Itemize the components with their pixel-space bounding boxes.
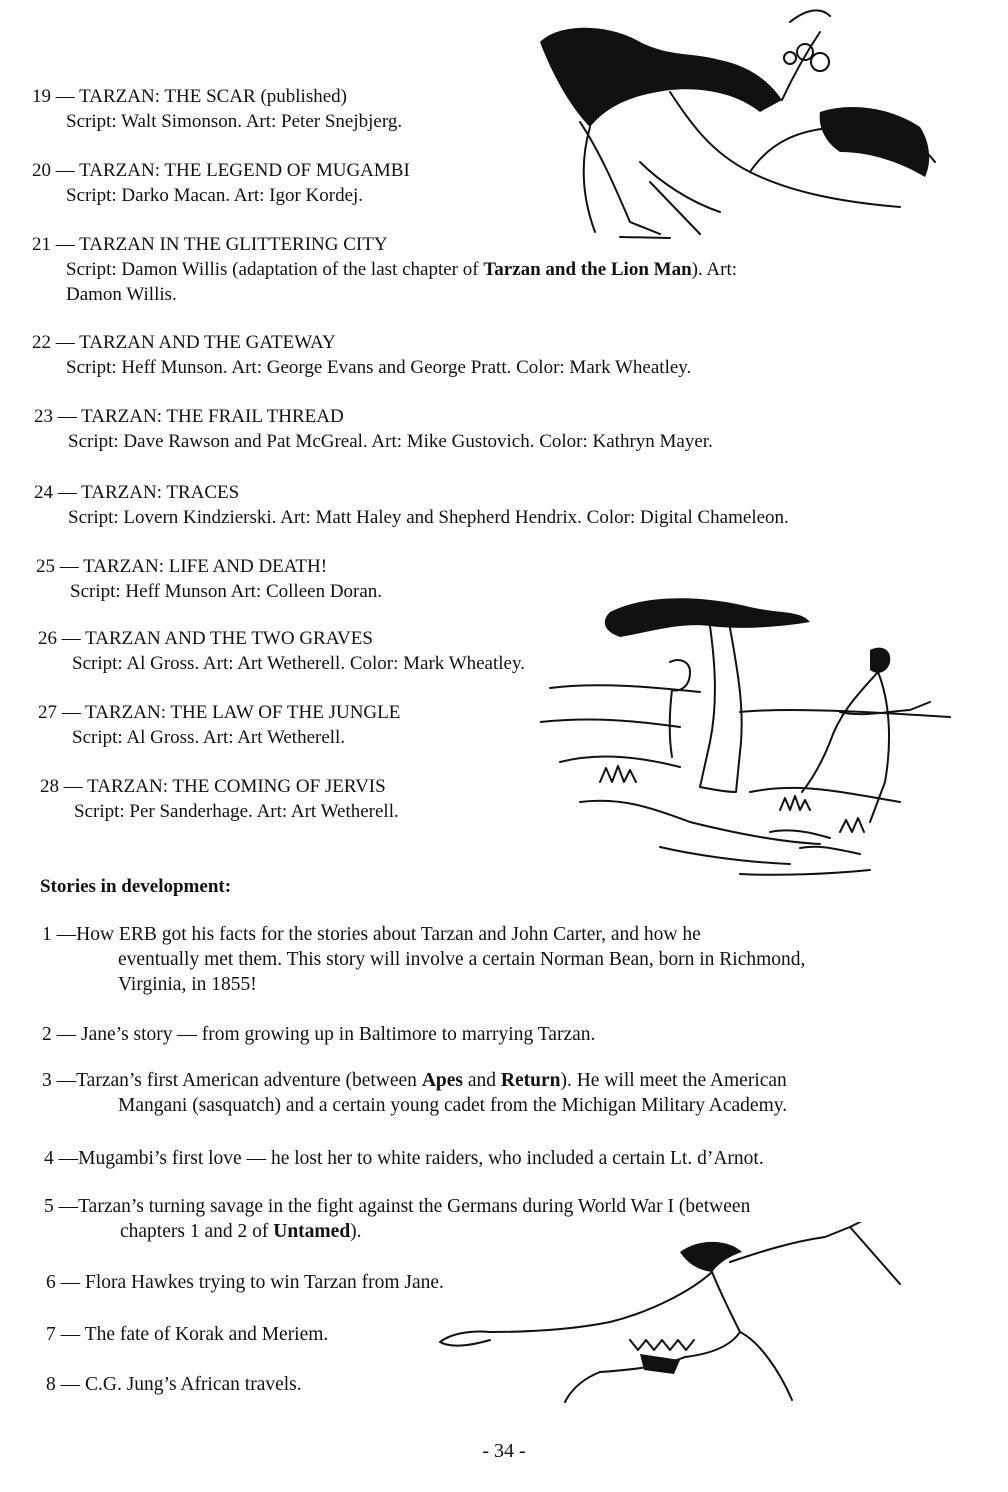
dev-number: 7 (46, 1324, 56, 1345)
dev-number: 8 (46, 1374, 56, 1395)
entry-number: 23 (34, 406, 53, 427)
book-title: Return (500, 1070, 561, 1091)
story-entry-27: 27 — TARZAN: THE LAW OF THE JUNGLE Script: Al Gross. Art: Art Wetherell. (38, 702, 401, 748)
entry-credits-continued: Damon Willis. (66, 284, 177, 305)
entry-number: 24 (34, 482, 53, 503)
entry-credits: Script: Darko Macan. Art: Igor Kordej. (66, 185, 364, 206)
dev-item-5: 5 —Tarzan’s turning savage in the fight against the Germans during World War I (between chapters 1 and 2 of Untamed). (44, 1196, 751, 1242)
dev-item-8: 8 — C.G. Jung’s African travels. (46, 1374, 302, 1395)
entry-title: TARZAN AND THE TWO GRAVES (85, 628, 373, 649)
book-title: Untamed (273, 1221, 351, 1242)
entry-number: 22 (32, 332, 51, 353)
story-entry-23: 23 — TARZAN: THE FRAIL THREAD Script: Dave Rawson and Pat McGreal. Art: Mike Gustovich. Color: Kathryn Mayer. (34, 406, 713, 452)
dev-item-2: 2 — Jane’s story — from growing up in Baltimore to marrying Tarzan. (42, 1024, 596, 1045)
story-entry-24: 24 — TARZAN: TRACES Script: Lovern Kindzierski. Art: Matt Haley and Shepherd Hendrix. Color: Digital Chameleon. (34, 482, 789, 528)
entry-number: 20 (32, 160, 51, 181)
story-entry-28: 28 — TARZAN: THE COMING OF JERVIS Script: Per Sanderhage. Art: Art Wetherell. (40, 776, 399, 822)
story-entry-25: 25 — TARZAN: LIFE AND DEATH! Script: Heff Munson Art: Colleen Doran. (36, 556, 383, 602)
dev-number: 1 (42, 924, 52, 945)
story-entry-22: 22 — TARZAN AND THE GATEWAY Script: Heff Munson. Art: George Evans and George Pratt. Color: Mark Wheatley. (32, 332, 692, 378)
story-entry-20: 20 — TARZAN: THE LEGEND OF MUGAMBI Script: Darko Macan. Art: Igor Kordej. (32, 160, 410, 206)
dev-item-6: 6 — Flora Hawkes trying to win Tarzan from Jane. (46, 1272, 444, 1293)
dev-item-4: 4 —Mugambi’s first love — he lost her to white raiders, who included a certain Lt. d’Arnot. (44, 1148, 764, 1169)
book-title: Tarzan and the Lion Man (483, 259, 692, 280)
dev-number: 4 (44, 1148, 54, 1169)
entry-title: TARZAN IN THE GLITTERING CITY (79, 234, 388, 255)
dev-number: 5 (44, 1196, 54, 1217)
entry-title: TARZAN: THE LEGEND OF MUGAMBI (79, 160, 410, 181)
entry-credits: Script: Damon Willis (adaptation of the last chapter of Tarzan and the Lion Man). Art: (66, 259, 738, 280)
dev-item-7: 7 — The fate of Korak and Meriem. (46, 1324, 329, 1345)
entry-title: TARZAN: TRACES (81, 482, 240, 503)
entry-number: 27 (38, 702, 57, 723)
entry-credits: Script: Heff Munson. Art: George Evans and George Pratt. Color: Mark Wheatley. (66, 357, 692, 378)
entry-credits: Script: Dave Rawson and Pat McGreal. Art: Mike Gustovich. Color: Kathryn Mayer. (68, 431, 713, 452)
dev-number: 6 (46, 1272, 56, 1293)
entry-title: TARZAN: THE COMING OF JERVIS (87, 776, 386, 797)
story-entry-21: 21 — TARZAN IN THE GLITTERING CITY Script: Damon Willis (adaptation of the last chapter of Tarzan and the Lion Man). Art: Damon Willis. (32, 234, 738, 305)
entry-number: 25 (36, 556, 55, 577)
entry-title: TARZAN: THE LAW OF THE JUNGLE (85, 702, 401, 723)
story-entry-19: 19 — TARZAN: THE SCAR (published) Script: Walt Simonson. Art: Peter Snejbjerg. (32, 86, 403, 132)
entry-credits: Script: Per Sanderhage. Art: Art Wetherell. (74, 801, 399, 822)
story-entry-26: 26 — TARZAN AND THE TWO GRAVES Script: Al Gross. Art: Art Wetherell. Color: Mark Wheatley. (38, 628, 525, 674)
entry-credits: Script: Lovern Kindzierski. Art: Matt Haley and Shepherd Hendrix. Color: Digital Chameleon. (68, 507, 789, 528)
dev-number: 2 (42, 1024, 52, 1045)
dev-item-1: 1 —How ERB got his facts for the stories about Tarzan and John Carter, and how he eventually met them. This story will involve a certain Norman Bean, born in Richmond, Virginia, in 1855! (42, 924, 806, 995)
entry-credits: Script: Al Gross. Art: Art Wetherell. (72, 727, 346, 748)
dev-item-3: 3 —Tarzan’s first American adventure (between Apes and Return). He will meet the American Mangani (sasquatch) and a certain young cadet from the Michigan Military Academy. (42, 1070, 788, 1116)
entry-credits: Script: Al Gross. Art: Art Wetherell. Color: Mark Wheatley. (72, 653, 525, 674)
entry-number: 21 (32, 234, 51, 255)
stories-in-development-heading: Stories in development: (40, 876, 232, 897)
entry-number: 28 (40, 776, 59, 797)
book-title: Apes (421, 1070, 463, 1091)
crouching-figure-illustration (520, 2, 940, 244)
jungle-warriors-illustration (540, 592, 960, 884)
leaping-figure-illustration (430, 1222, 920, 1418)
entry-title: TARZAN: THE SCAR (published) (79, 86, 347, 107)
page-number: - 34 - (482, 1440, 526, 1462)
entry-credits: Script: Heff Munson Art: Colleen Doran. (70, 581, 383, 602)
entry-title: TARZAN: LIFE AND DEATH! (83, 556, 328, 577)
dev-number: 3 (42, 1070, 52, 1091)
entry-number: 19 (32, 86, 51, 107)
entry-credits: Script: Walt Simonson. Art: Peter Snejbjerg. (66, 111, 403, 132)
entry-title: TARZAN AND THE GATEWAY (79, 332, 336, 353)
entry-title: TARZAN: THE FRAIL THREAD (81, 406, 344, 427)
entry-number: 26 (38, 628, 57, 649)
